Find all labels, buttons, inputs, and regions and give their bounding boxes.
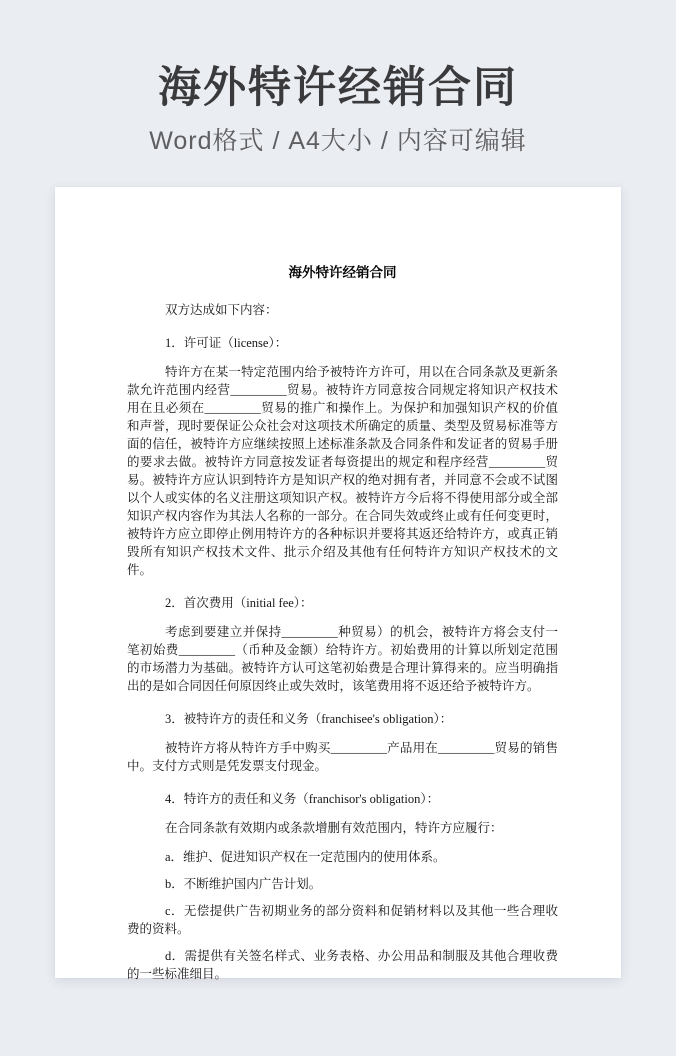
- section-1-body: 特许方在某一特定范围内给予被特许方许可，用以在合同条款及更新条款允许范围内经营_________贸易。被特许方同意按合同规定将知识产权技术用在且必须在_________贸易的推广和操作上。为保护和加强知识产权的价值和声誉，现时要保证公众社会对这项技术所确定的质量、类型及贸易标准等方面的信任，被特许方应继续按照上述标准条款及合同条件和发证者的贸易手册的要求去做。被特许方同意按发证者每资提出的规定和程序经营_________贸易。被特许方应认识到特许方是知识产权的绝对拥有者，并同意不会或不试图以个人或实体的名义注册这项知识产权。被特许方今后将不得使用部分或全部知识产权内容作为其法人名称的一部分。在合同失效或终止或有任何变更时，被特许方应立即停止例用特许方的各种标识并要将其返还给特许方，或真正销毁所有知识产权技术文件、批示介绍及其他有任何特许方知识产权技术的文件。: [127, 365, 558, 577]
- section-2-body: 考虑到要建立并保持_________种贸易）的机会，被特许方将会支付一笔初始费_________（币种及金额）给特许方。初始费用的计算以所划定范围的市场潜力为基础。被特许方认可这笔初始费是合理计算得来的。应当明确指出的是如合同因任何原因终止或失效时，该笔费用将不返还给予被特许方。: [127, 625, 558, 693]
- section-4-intro: 在合同条款有效期内或条款增删有效范围内，特许方应履行：: [165, 821, 503, 835]
- document-intro: 双方达成如下内容：: [165, 303, 278, 317]
- page-subtitle: Word格式 / A4大小 / 内容可编辑: [149, 127, 527, 156]
- section-4-item-c: c．无偿提供广告初期业务的部分资料和促销材料以及其他一些合理收费的资料。: [127, 904, 558, 936]
- section-4-item-d: d．需提供有关签名样式、业务表格、办公用品和制服及其他合理收费的一些标准细目。: [127, 949, 558, 981]
- section-4-item-a: a．维护、促进知识产权在一定范围内的使用体系。: [165, 850, 446, 864]
- document-page: [55, 187, 621, 981]
- section-2-heading: 2．首次费用（initial fee）：: [165, 596, 313, 610]
- document-title: 海外特许经销合同: [288, 265, 397, 280]
- page-title: 海外特许经销合同: [158, 64, 518, 112]
- section-4-item-b: b．不断维护国内广告计划。: [165, 877, 322, 891]
- section-4-heading: 4．特许方的责任和义务（franchisor's obligation）：: [165, 792, 440, 806]
- section-3-body: 被特许方将从特许方手中购买_________产品用在_________贸易的销售中。支付方式则是凭发票支付现金。: [127, 741, 558, 773]
- section-1-heading: 1．许可证（license）：: [165, 336, 288, 350]
- section-3-heading: 3．被特许方的责任和义务（franchisee's obligation）：: [165, 712, 453, 726]
- hero-header: [0, 0, 676, 157]
